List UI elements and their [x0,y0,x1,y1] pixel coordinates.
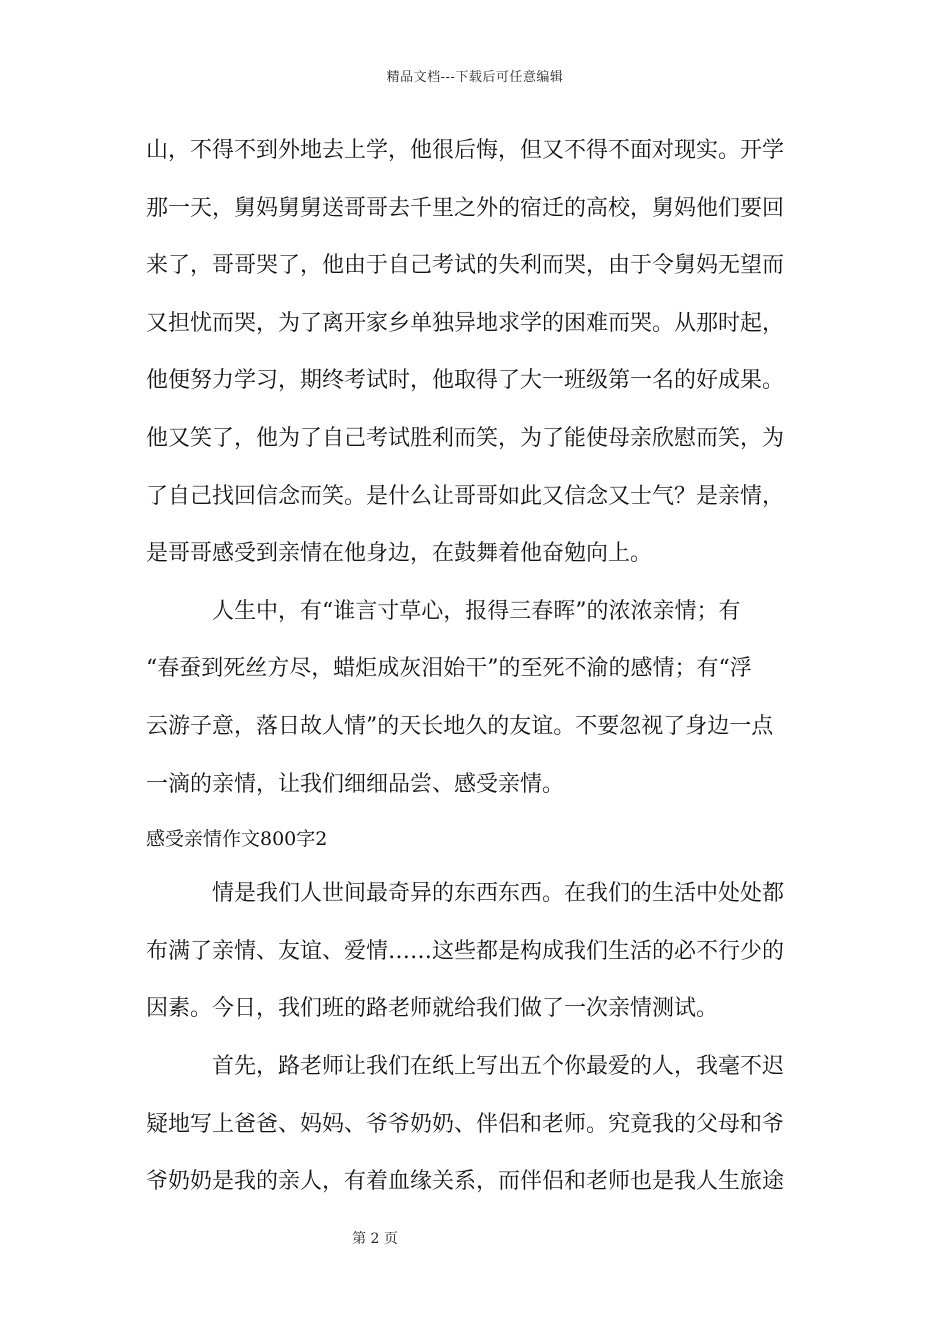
text-line: 一滴的亲情，让我们细细品尝、感受亲情。 [146,771,565,797]
text-line: 了自己找回信念而笑。是什么让哥哥如此又信念又士气？是亲情， [146,483,785,509]
text-line: 是哥哥感受到亲情在他身边，在鼓舞着他奋勉向上。 [146,541,653,567]
text-line: 云游子意，落日故人情”的天长地久的友谊。不要忽视了身边一点 [146,713,774,739]
text-line: 爷奶奶是我的亲人，有着血缘关系，而伴侣和老师也是我人生旅途 [146,1169,785,1195]
paragraph-start-line: 首先，路老师让我们在纸上写出五个你最爱的人，我毫不迟 [212,1053,785,1079]
text-line: 那一天，舅妈舅舅送哥哥去千里之外的宿迁的高校，舅妈他们要回 [146,195,785,221]
section-heading: 感受亲情作文800字2 [146,828,328,851]
text-line: 他又笑了，他为了自己考试胜利而笑，为了能使母亲欣慰而笑，为 [146,425,785,451]
text-line: 山，不得不到外地去上学，他很后悔，但又不得不面对现实。开学 [146,138,785,163]
page-header: 精品文档---下载后可任意编辑 [386,70,564,85]
text-line: 他便努力学习，期终考试时，他取得了大一班级第一名的好成果。 [146,368,785,394]
paragraph-start-line: 情是我们人世间最奇异的东西东西。在我们的生活中处处都 [212,881,785,907]
text-line: 因素。今日，我们班的路老师就给我们做了一次亲情测试。 [146,996,719,1022]
document-body [146,131,810,1220]
text-line: 来了，哥哥哭了，他由于自己考试的失利而哭，由于令舅妈无望而 [146,253,785,279]
paragraph-start-line: 人生中，有“谁言寸草心，报得三春晖”的浓浓亲情；有 [212,598,741,624]
text-line: 疑地写上爸爸、妈妈、爷爷奶奶、伴侣和老师。究竟我的父母和爷 [146,1111,785,1137]
text-line: 布满了亲情、友谊、爱情……这些都是构成我们生活的必不行少的 [146,938,785,964]
text-line: “春蚕到死丝方尽，蜡炬成灰泪始干”的至死不渝的感情；有“浮 [146,656,752,682]
text-line: 又担忧而哭，为了离开家乡单独异地求学的困难而哭。从那时起， [146,310,785,336]
page-number: 第 2 页 [352,1231,398,1247]
